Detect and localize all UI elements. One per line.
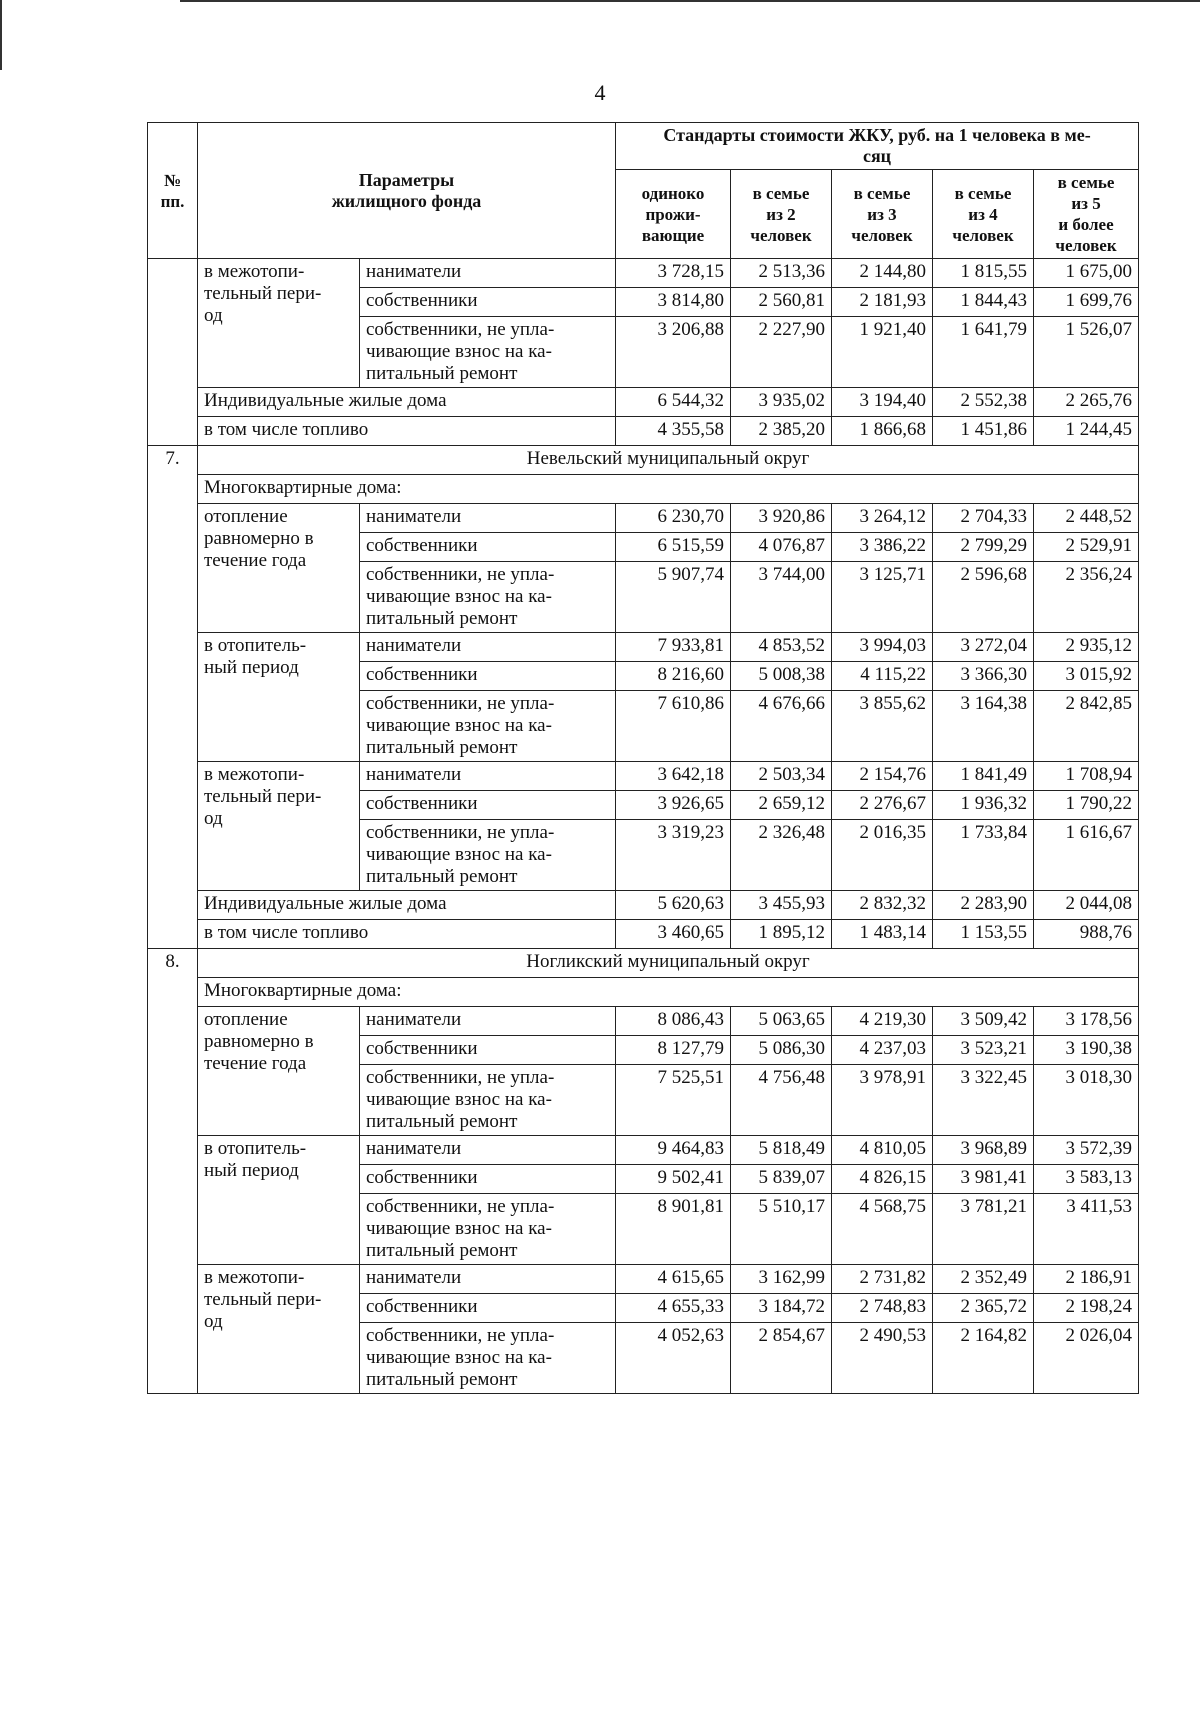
apartments-row	[148, 978, 1139, 1007]
value-cell: 6 544,32	[616, 388, 731, 417]
value-cell: 1 708,94	[1034, 762, 1139, 791]
row-label: собственники	[360, 1294, 616, 1323]
value-cell: 1 483,14	[832, 920, 933, 949]
table-row	[148, 920, 1139, 949]
row-label: собственники, не упла- чивающие взнос на ка- питальный ремонт	[360, 1323, 616, 1394]
value-cell: 2 560,81	[731, 288, 832, 317]
value-cell: 1 153,55	[933, 920, 1034, 949]
value-cell: 2 154,76	[832, 762, 933, 791]
table-body	[148, 259, 1139, 1394]
value-cell: 2 490,53	[832, 1323, 933, 1394]
value-cell: 3 744,00	[731, 562, 832, 633]
table-row	[148, 1007, 1139, 1036]
row-label: наниматели	[360, 633, 616, 662]
value-cell: 8 127,79	[616, 1036, 731, 1065]
value-cell: 4 219,30	[832, 1007, 933, 1036]
value-cell: 3 190,38	[1034, 1036, 1139, 1065]
header-single: одиноко прожи- вающие	[616, 170, 731, 259]
value-cell: 4 853,52	[731, 633, 832, 662]
section-title: Невельский муниципальный округ	[198, 446, 1139, 475]
apartments-row	[148, 475, 1139, 504]
value-cell: 2 326,48	[731, 820, 832, 891]
value-cell: 5 063,65	[731, 1007, 832, 1036]
value-cell: 3 125,71	[832, 562, 933, 633]
value-cell: 3 642,18	[616, 762, 731, 791]
table-row	[148, 633, 1139, 662]
value-cell: 4 568,75	[832, 1194, 933, 1265]
value-cell: 2 748,83	[832, 1294, 933, 1323]
value-cell: 2 227,90	[731, 317, 832, 388]
header-standards: Стандарты стоимости ЖКУ, руб. на 1 человека в ме- сяц	[616, 123, 1139, 170]
value-cell: 1 921,40	[832, 317, 933, 388]
row-label: наниматели	[360, 762, 616, 791]
section-number: 7.	[148, 446, 198, 949]
value-cell: 3 264,12	[832, 504, 933, 533]
group-label: в межотопи- тельный пери- од	[198, 762, 360, 891]
row-label: собственники, не упла- чивающие взнос на ка- питальный ремонт	[360, 1194, 616, 1265]
table-row	[148, 891, 1139, 920]
value-cell: 5 510,17	[731, 1194, 832, 1265]
value-cell: 3 781,21	[933, 1194, 1034, 1265]
value-cell: 5 086,30	[731, 1036, 832, 1065]
header-family-2: в семье из 2 человек	[731, 170, 832, 259]
page-number: 4	[594, 80, 606, 105]
value-cell: 3 272,04	[933, 633, 1034, 662]
table-row	[148, 504, 1139, 533]
value-cell: 1 895,12	[731, 920, 832, 949]
value-cell: 2 503,34	[731, 762, 832, 791]
row-label: собственники, не упла- чивающие взнос на ка- питальный ремонт	[360, 691, 616, 762]
value-cell: 2 198,24	[1034, 1294, 1139, 1323]
value-cell: 4 237,03	[832, 1036, 933, 1065]
value-cell: 1 844,43	[933, 288, 1034, 317]
value-cell: 3 319,23	[616, 820, 731, 891]
value-cell: 1 815,55	[933, 259, 1034, 288]
value-cell: 3 523,21	[933, 1036, 1034, 1065]
value-cell: 1 790,22	[1034, 791, 1139, 820]
scan-border-left	[0, 0, 2, 70]
value-cell: 8 086,43	[616, 1007, 731, 1036]
value-cell: 3 994,03	[832, 633, 933, 662]
value-cell: 2 448,52	[1034, 504, 1139, 533]
value-cell: 2 026,04	[1034, 1323, 1139, 1394]
value-cell: 6 515,59	[616, 533, 731, 562]
value-cell: 3 583,13	[1034, 1165, 1139, 1194]
value-cell: 988,76	[1034, 920, 1139, 949]
value-cell: 3 981,41	[933, 1165, 1034, 1194]
header-row-1	[148, 123, 1139, 170]
value-cell: 3 572,39	[1034, 1136, 1139, 1165]
value-cell: 2 842,85	[1034, 691, 1139, 762]
value-cell: 2 659,12	[731, 791, 832, 820]
row-label: собственники	[360, 1036, 616, 1065]
value-cell: 2 935,12	[1034, 633, 1139, 662]
value-cell: 2 832,32	[832, 891, 933, 920]
header-family-4: в семье из 4 человек	[933, 170, 1034, 259]
header-family-5: в семье из 5 и более человек	[1034, 170, 1139, 259]
value-cell: 3 935,02	[731, 388, 832, 417]
value-cell: 3 178,56	[1034, 1007, 1139, 1036]
section-title: Ногликский муниципальный округ	[198, 949, 1139, 978]
value-cell: 7 525,51	[616, 1065, 731, 1136]
section-title-row	[148, 949, 1139, 978]
table-row	[148, 259, 1139, 288]
value-cell: 1 866,68	[832, 417, 933, 446]
group-label: отопление равномерно в течение года	[198, 504, 360, 633]
value-cell: 5 818,49	[731, 1136, 832, 1165]
header-family-3: в семье из 3 человек	[832, 170, 933, 259]
value-cell: 3 184,72	[731, 1294, 832, 1323]
value-cell: 2 276,67	[832, 791, 933, 820]
value-cell: 2 854,67	[731, 1323, 832, 1394]
value-cell: 3 411,53	[1034, 1194, 1139, 1265]
value-cell: 1 733,84	[933, 820, 1034, 891]
value-cell: 2 144,80	[832, 259, 933, 288]
value-cell: 9 464,83	[616, 1136, 731, 1165]
value-cell: 2 731,82	[832, 1265, 933, 1294]
value-cell: 1 526,07	[1034, 317, 1139, 388]
group-label: отопление равномерно в течение года	[198, 1007, 360, 1136]
header-num: № пп.	[148, 123, 198, 259]
apartments-label: Многоквартирные дома:	[198, 978, 1139, 1007]
value-cell: 5 907,74	[616, 562, 731, 633]
value-cell: 3 855,62	[832, 691, 933, 762]
value-cell: 2 186,91	[1034, 1265, 1139, 1294]
value-cell: 2 596,68	[933, 562, 1034, 633]
header-params: Параметры жилищного фонда	[198, 123, 616, 259]
value-cell: 7 933,81	[616, 633, 731, 662]
row-label: наниматели	[360, 504, 616, 533]
value-cell: 2 044,08	[1034, 891, 1139, 920]
row-label: собственники, не упла- чивающие взнос на ка- питальный ремонт	[360, 317, 616, 388]
value-cell: 5 620,63	[616, 891, 731, 920]
cost-standards-table	[147, 122, 1139, 1394]
row-label: в том числе топливо	[198, 417, 616, 446]
group-label: в отопитель- ный период	[198, 633, 360, 762]
table-row	[148, 417, 1139, 446]
row-label: собственники	[360, 662, 616, 691]
value-cell: 3 455,93	[731, 891, 832, 920]
value-cell: 3 366,30	[933, 662, 1034, 691]
value-cell: 4 676,66	[731, 691, 832, 762]
row-label: собственники	[360, 1165, 616, 1194]
group-label: в отопитель- ный период	[198, 1136, 360, 1265]
value-cell: 2 352,49	[933, 1265, 1034, 1294]
value-cell: 1 936,32	[933, 791, 1034, 820]
value-cell: 1 451,86	[933, 417, 1034, 446]
table-row	[148, 1265, 1139, 1294]
value-cell: 3 322,45	[933, 1065, 1034, 1136]
value-cell: 2 704,33	[933, 504, 1034, 533]
value-cell: 1 244,45	[1034, 417, 1139, 446]
value-cell: 4 355,58	[616, 417, 731, 446]
value-cell: 3 814,80	[616, 288, 731, 317]
value-cell: 2 799,29	[933, 533, 1034, 562]
value-cell: 3 164,38	[933, 691, 1034, 762]
value-cell: 4 826,15	[832, 1165, 933, 1194]
row-label: наниматели	[360, 1265, 616, 1294]
group-label: в межотопи- тельный пери- од	[198, 259, 360, 388]
value-cell: 1 616,67	[1034, 820, 1139, 891]
value-cell: 5 008,38	[731, 662, 832, 691]
row-label: наниматели	[360, 1007, 616, 1036]
value-cell: 3 015,92	[1034, 662, 1139, 691]
value-cell: 3 386,22	[832, 533, 933, 562]
table-row	[148, 762, 1139, 791]
value-cell: 3 968,89	[933, 1136, 1034, 1165]
value-cell: 4 115,22	[832, 662, 933, 691]
row-label: собственники, не упла- чивающие взнос на ка- питальный ремонт	[360, 562, 616, 633]
value-cell: 3 920,86	[731, 504, 832, 533]
value-cell: 8 901,81	[616, 1194, 731, 1265]
row-label: собственники	[360, 791, 616, 820]
value-cell: 3 018,30	[1034, 1065, 1139, 1136]
value-cell: 3 509,42	[933, 1007, 1034, 1036]
value-cell: 1 699,76	[1034, 288, 1139, 317]
value-cell: 4 615,65	[616, 1265, 731, 1294]
section-title-row	[148, 446, 1139, 475]
value-cell: 2 365,72	[933, 1294, 1034, 1323]
value-cell: 2 552,38	[933, 388, 1034, 417]
value-cell: 1 641,79	[933, 317, 1034, 388]
value-cell: 2 513,36	[731, 259, 832, 288]
row-number-empty	[148, 259, 198, 446]
group-label: в межотопи- тельный пери- од	[198, 1265, 360, 1394]
apartments-label: Многоквартирные дома:	[198, 475, 1139, 504]
value-cell: 2 164,82	[933, 1323, 1034, 1394]
value-cell: 4 756,48	[731, 1065, 832, 1136]
value-cell: 3 978,91	[832, 1065, 933, 1136]
value-cell: 2 529,91	[1034, 533, 1139, 562]
row-label: наниматели	[360, 259, 616, 288]
value-cell: 3 926,65	[616, 791, 731, 820]
row-label: собственники, не упла- чивающие взнос на ка- питальный ремонт	[360, 1065, 616, 1136]
value-cell: 1 841,49	[933, 762, 1034, 791]
value-cell: 6 230,70	[616, 504, 731, 533]
value-cell: 4 810,05	[832, 1136, 933, 1165]
row-label: Индивидуальные жилые дома	[198, 891, 616, 920]
value-cell: 4 052,63	[616, 1323, 731, 1394]
value-cell: 8 216,60	[616, 662, 731, 691]
value-cell: 1 675,00	[1034, 259, 1139, 288]
value-cell: 2 181,93	[832, 288, 933, 317]
row-label: Индивидуальные жилые дома	[198, 388, 616, 417]
value-cell: 7 610,86	[616, 691, 731, 762]
value-cell: 4 076,87	[731, 533, 832, 562]
value-cell: 3 162,99	[731, 1265, 832, 1294]
section-number: 8.	[148, 949, 198, 1394]
row-label: наниматели	[360, 1136, 616, 1165]
table-row	[148, 1136, 1139, 1165]
row-label: собственники	[360, 288, 616, 317]
value-cell: 2 356,24	[1034, 562, 1139, 633]
value-cell: 2 265,76	[1034, 388, 1139, 417]
value-cell: 5 839,07	[731, 1165, 832, 1194]
table-row	[148, 388, 1139, 417]
value-cell: 2 283,90	[933, 891, 1034, 920]
value-cell: 3 460,65	[616, 920, 731, 949]
row-label: собственники, не упла- чивающие взнос на ка- питальный ремонт	[360, 820, 616, 891]
scan-border-top	[180, 0, 1200, 2]
value-cell: 3 728,15	[616, 259, 731, 288]
row-label: собственники	[360, 533, 616, 562]
value-cell: 2 385,20	[731, 417, 832, 446]
value-cell: 2 016,35	[832, 820, 933, 891]
row-label: в том числе топливо	[198, 920, 616, 949]
value-cell: 9 502,41	[616, 1165, 731, 1194]
value-cell: 3 194,40	[832, 388, 933, 417]
value-cell: 4 655,33	[616, 1294, 731, 1323]
value-cell: 3 206,88	[616, 317, 731, 388]
